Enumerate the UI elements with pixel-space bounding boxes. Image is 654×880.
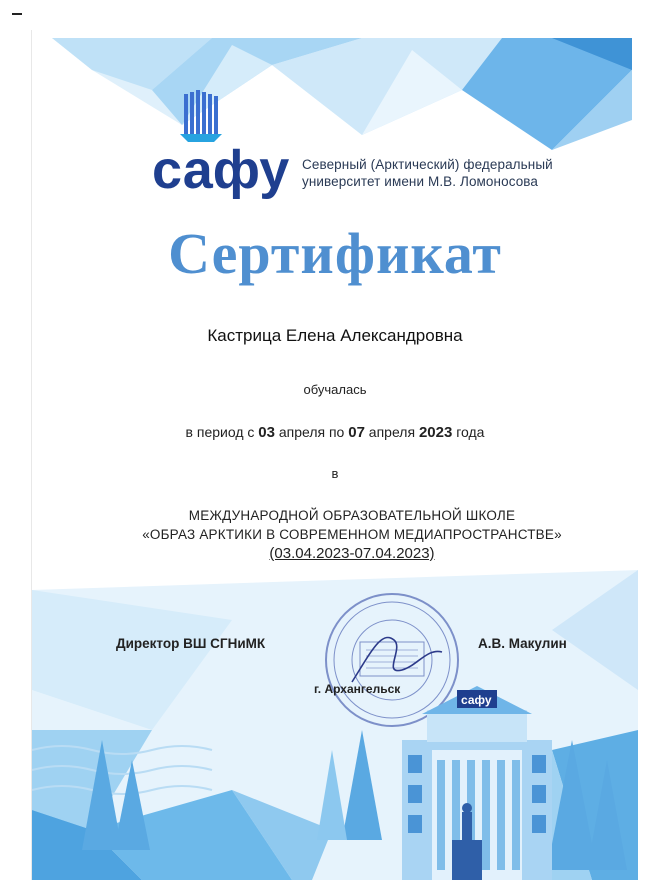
director-title: Директор ВШ СГНиМК [116, 636, 266, 651]
period-mid2: апреля [364, 424, 419, 440]
safu-logo [152, 90, 302, 230]
school-line1: МЕЖДУНАРОДНОЙ ОБРАЗОВАТЕЛЬНОЙ ШКОЛЕ [188, 508, 516, 523]
logo-wordmark: сафу [152, 140, 290, 200]
university-name-line2: университет имени М.В. Ломоносова [302, 174, 539, 189]
period-suffix: года [452, 424, 485, 440]
school-line2: «ОБРАЗ АРКТИКИ В СОВРЕМЕННОМ МЕДИАПРОСТРАНСТВЕ» [142, 527, 562, 542]
period-prefix: в период с [185, 424, 259, 440]
director-name: А.В. Макулин [478, 636, 567, 651]
period-mid1: апреля по [274, 424, 349, 440]
city-name: г. Архангельск [314, 682, 401, 696]
period-year: 2023 [418, 424, 453, 441]
certificate-sheet [32, 30, 638, 880]
school-dates: (03.04.2023-07.04.2023) [269, 545, 435, 562]
period-start-day: 03 [258, 424, 275, 441]
university-name [302, 156, 602, 190]
period-end-day: 07 [348, 424, 365, 441]
window-minimize-mark [12, 13, 22, 15]
study-period [32, 424, 638, 441]
certificate-title: Сертификат [168, 221, 502, 286]
studied-text: обучалась [303, 382, 367, 397]
school-name [92, 506, 612, 563]
building-logo: сафу [461, 693, 492, 707]
university-name-line1: Северный (Арктический) федеральный [302, 157, 553, 172]
in-word: в [331, 466, 339, 481]
university-building-illustration [32, 590, 638, 880]
recipient-name: Кастрица Елена Александровна [207, 326, 463, 345]
